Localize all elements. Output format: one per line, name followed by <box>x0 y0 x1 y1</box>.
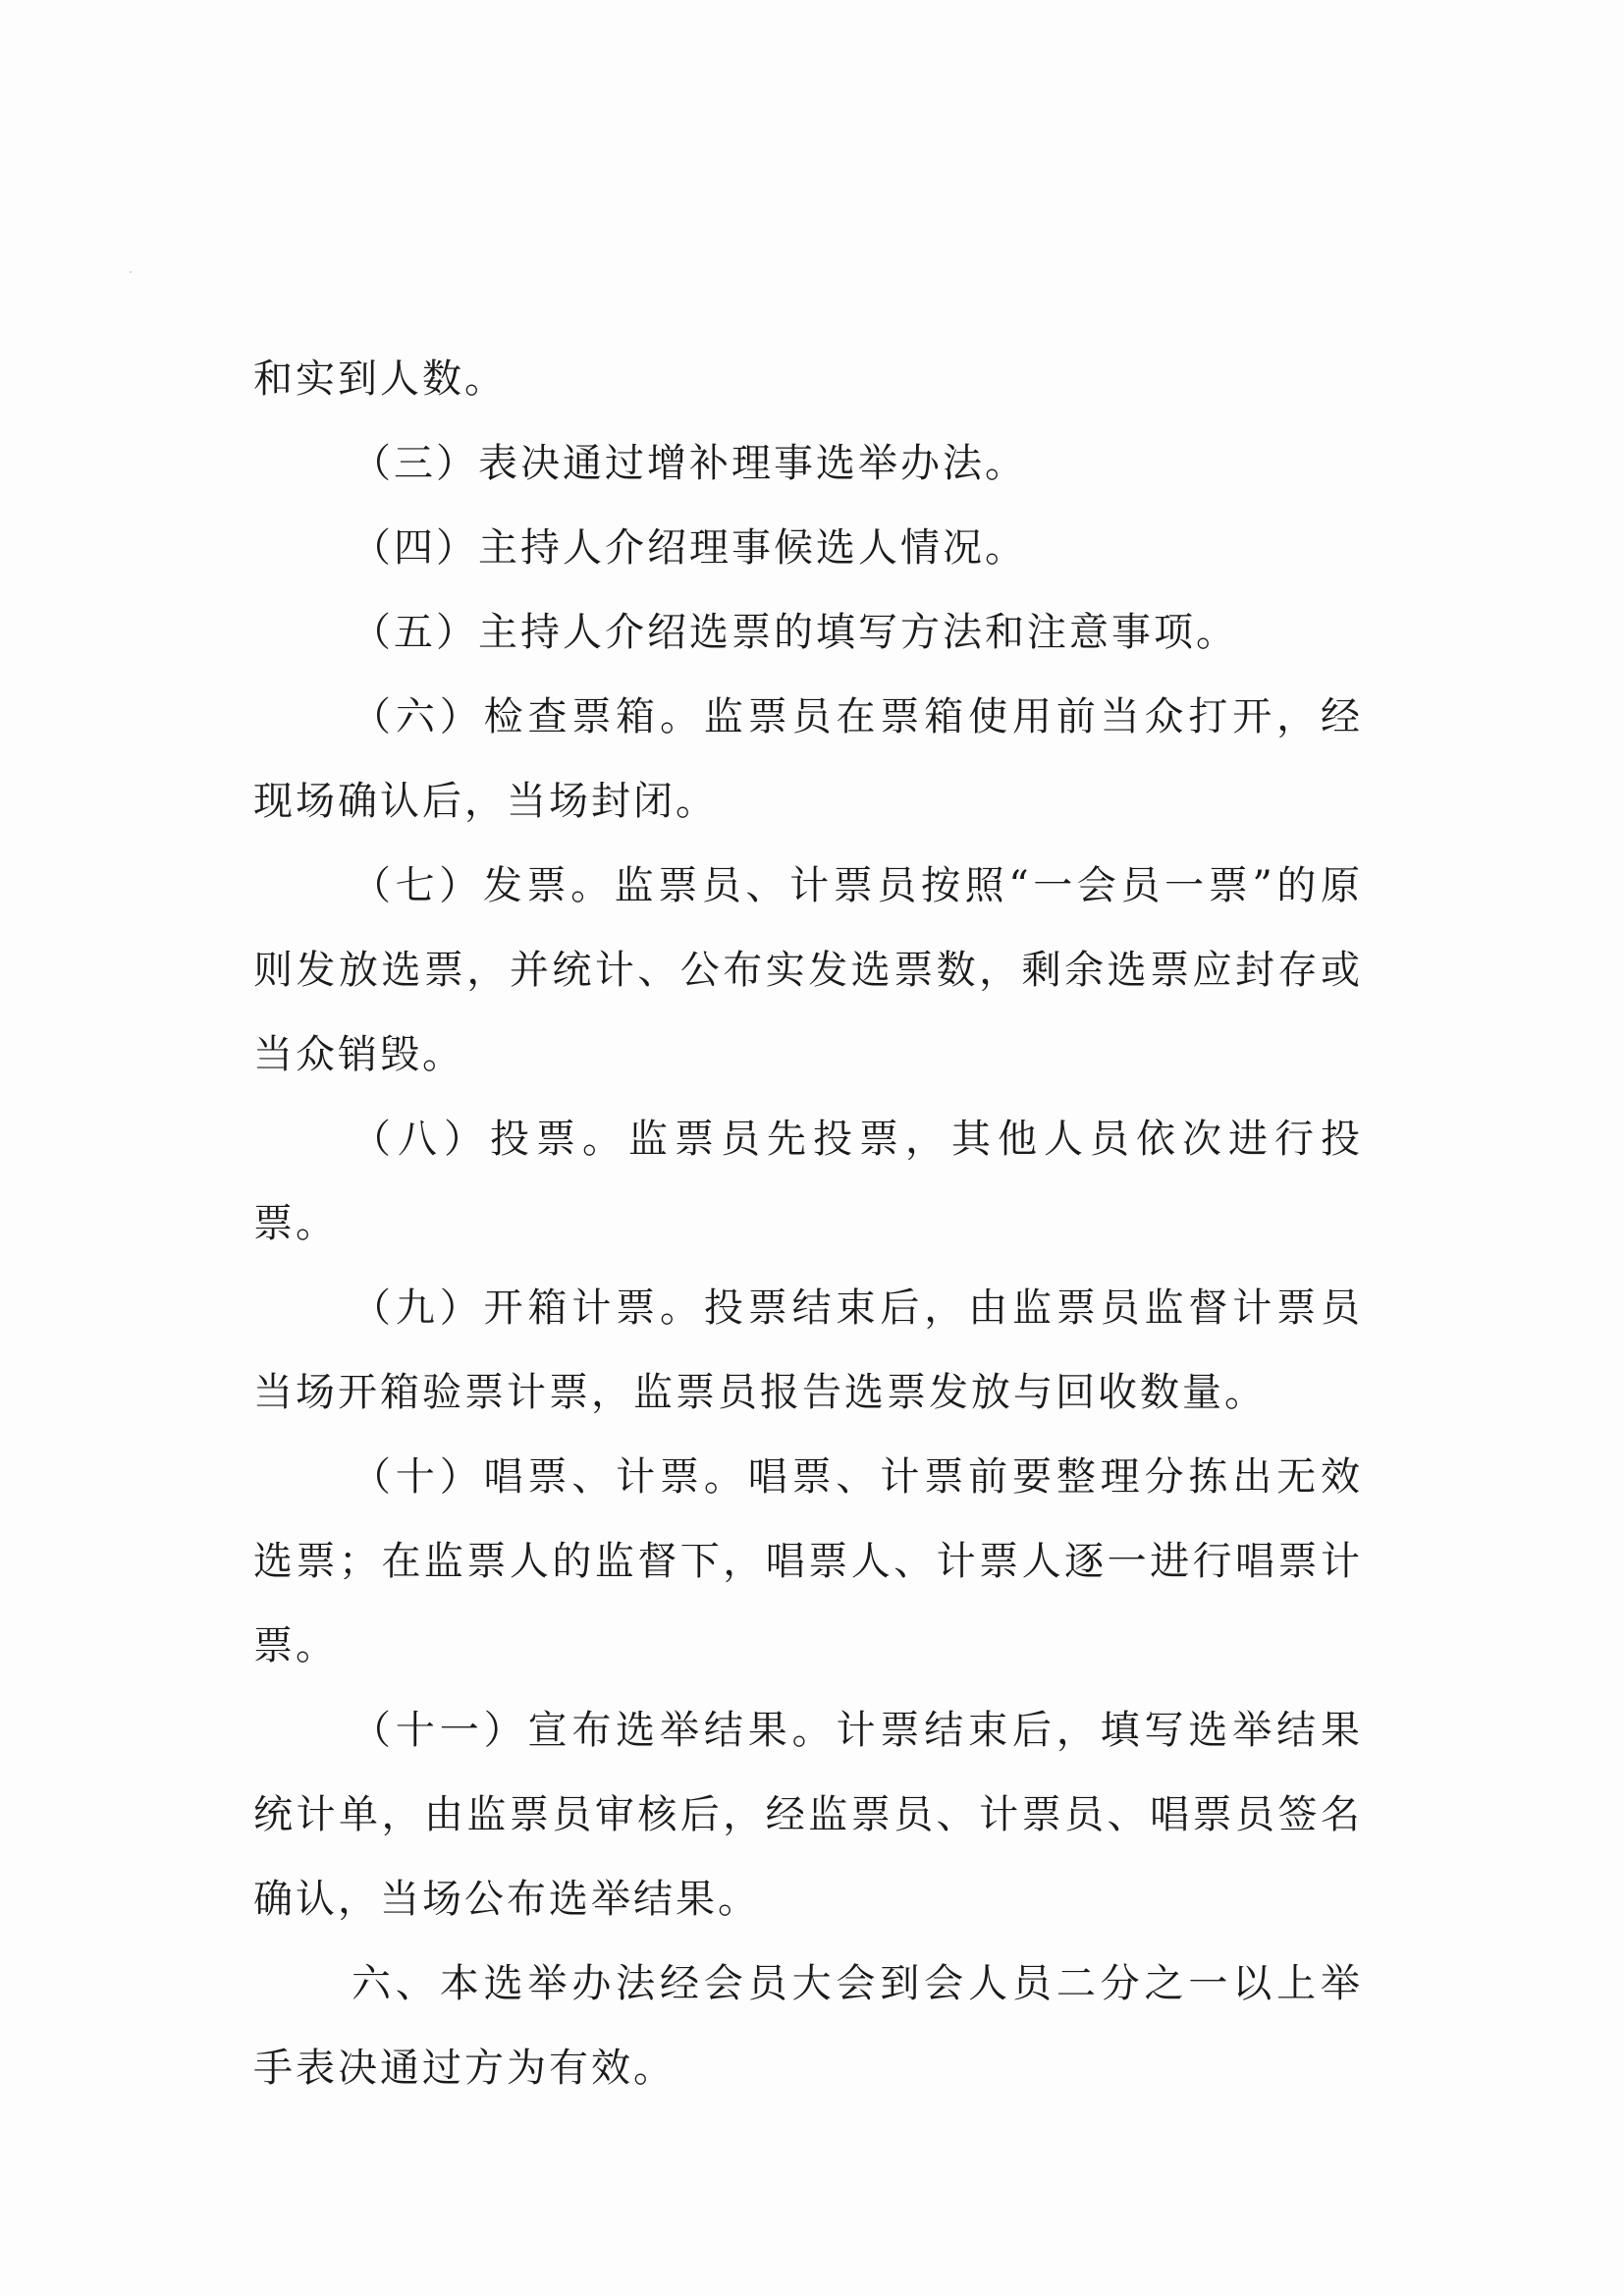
paragraph-item-11: （十一）宣布选举结果。计票结束后，填写选举结果统计单，由监票员审核后，经监票员、计票员、唱票员签名确认，当场公布选举结果。 <box>253 1708 1363 1922</box>
document-body <box>253 337 1363 2110</box>
paragraph-item-8: （八）投票。监票员先投票，其他人员依次进行投票。 <box>253 1117 1363 1246</box>
paragraph-item-4: （四）主持人介绍理事候选人情况。 <box>352 525 1027 571</box>
paragraph-item-10: （十）唱票、计票。唱票、计票前要整理分拣出无效选票；在监票人的监督下，唱票人、计票人逐一进行唱票计票。 <box>253 1454 1363 1668</box>
paragraph-item-9: （九）开箱计票。投票结束后，由监票员监督计票员当场开箱验票计票，监票员报告选票发放与回收数量。 <box>253 1285 1363 1415</box>
paragraph-item-3: （三）表决通过增补理事选举办法。 <box>352 441 1027 486</box>
scan-speck <box>130 271 132 273</box>
paragraph-item-5: （五）主持人介绍选票的填写方法和注意事项。 <box>352 610 1238 655</box>
paragraph-item-6: （六）检查票箱。监票员在票箱使用前当众打开，经现场确认后，当场封闭。 <box>253 694 1363 824</box>
paragraph-section-6: 六、本选举办法经会员大会到会人员二分之一以上举手表决通过方为有效。 <box>253 1961 1363 2091</box>
paragraph-item-7: （七）发票。监票员、计票员按照“一会员一票”的原则发放选票，并统计、公布实发选票数，剩余选票应封存或当众销毁。 <box>253 863 1363 1077</box>
paragraph-continuation: 和实到人数。 <box>253 356 507 402</box>
